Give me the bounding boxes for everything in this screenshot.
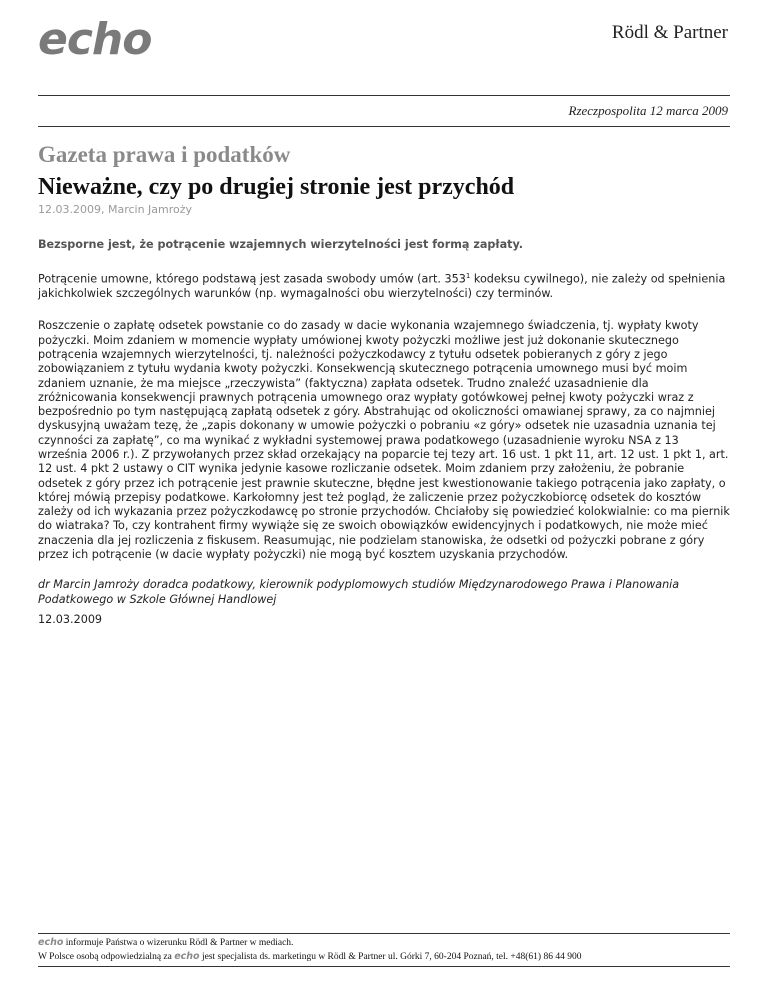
section-title: Gazeta prawa i podatków	[38, 142, 291, 167]
echo-mini-logo: echo	[38, 937, 64, 948]
footer	[38, 936, 730, 964]
article-title: Nieważne, czy po drugiej stronie jest przychód	[38, 174, 515, 200]
footer-divider	[38, 933, 730, 934]
footer-text: jest specjalista ds. marketingu w Rödl & Partner ul. Górki 7, 60-204 Poznań, tel. +48(61) 86 44 900	[199, 952, 582, 962]
brand-name: Rödl & Partner	[611, 22, 728, 43]
paragraph-text: kodeksu cywilnego), nie zależy od spełnienia jakichkolwiek szczególnych warunków (np. wymagalności obu wierzytelności) czy terminów.	[38, 272, 726, 301]
article-paragraph-1	[38, 269, 730, 301]
article	[38, 141, 730, 626]
superscript: 1	[465, 272, 471, 280]
article-date: 12.03.2009	[38, 612, 103, 626]
article-meta: 12.03.2009, Marcin Jamroży	[38, 203, 193, 216]
footer-line-1	[38, 936, 730, 950]
footer-text: W Polsce osobą odpowiedzialną za	[38, 952, 175, 962]
footer-divider-bottom	[38, 966, 730, 967]
publication-date: Rzeczpospolita 12 marca 2009	[568, 103, 728, 118]
author-bio: dr Marcin Jamroży doradca podatkowy, kierownik podyplomowych studiów Międzynarodowego Prawa i Planowania Podatkowego w Szkole Głównej Handlowej	[38, 578, 680, 606]
echo-logo: echo	[38, 14, 152, 65]
footer-text: informuje Państwa o wizerunku Rödl & Partner w mediach.	[63, 938, 294, 948]
footer-line-2	[38, 950, 730, 964]
article-lead: Bezsporne jest, że potrącenie wzajemnych wierzytelności jest formą zapłaty.	[38, 238, 523, 251]
article-paragraph-2: Roszczenie o zapłatę odsetek powstanie co do zasady w dacie wykonania wzajemnego świadczenia, tj. wypłaty kwoty pożyczki. Moim zdaniem w momencie wypłaty umówionej kwoty pożyczki możliwe jest już dokonanie skutecznego potrącenia wzajemnych wierzytelności, tj. należności pożyczkodawcy z tytułu odsetek pobieranych z góry z jego zobowiązaniem z tytułu wydania kwoty pożyczki. Konsekwencją skutecznego potrącenia umownego musi być moim zdaniem uznanie, że ma miejsce „rzeczywista” (faktyczna) zapłata odsetek. Trudno znaleźć uzasadnienie dla zróżnicowania konsekwencji prawnych potrącenia umownego oraz wypłaty gotówkowej pełnej kwoty pożyczki wraz z bezpośrednio po tym następującą zapłatą odsetek z góry. Abstrahując od okoliczności omawianej sprawy, za co najmniej dyskusyjną uważam tezę, że „zapis dokonany w umowie pożyczki o pobraniu «z góry» odsetek nie uzasadnia uznania tej czynności za zapłatę”, co ma wynikać z wykładni systemowej prawa podatkowego (uzasadnienie wyroku NSA z 13 września 2006 r.). Z przywołanych przez skład orzekający na poparcie tej tezy art. 16 ust. 1 pkt 11, art. 12 ust. 1 pkt 1, art. 12 ust. 4 pkt 2 ustawy o CIT wynika jedynie kasowe rozliczanie odsetek. Moim zdaniem przy założeniu, że pobranie odsetek z góry przez ich potrącenie jest prawnie skuteczne, błędne jest kwestionowanie takiego potrącenia jako zapłaty, o której mówią przepisy podatkowe. Karkołomny jest też pogląd, że zaliczenie przez pożyczkobiorcę odsetek do kosztów zależy od ich wykazania przez pożyczkodawcę po stronie przychodów. Chciałoby się powiedzieć kolokwialnie: co ma piernik do wiatraka? To, czy kontrahent firmy wywiąże się ze swoich obowiązków ewidencyjnych i podatkowych, nie może mieć znaczenia dla jej rozliczenia z fiskusem. Reasumując, nie podzielam stanowiska, że odsetki od pożyczki pobrane z góry przez ich potrącenie (w dacie wypłaty pożyczki) nie mogą być kosztem uzyskania przychodów.	[38, 319, 730, 562]
header-divider-bottom	[38, 126, 730, 127]
echo-mini-logo: echo	[174, 951, 200, 962]
header-divider	[38, 95, 730, 96]
paragraph-text: Potrącenie umowne, którego podstawą jest zasada swobody umów (art. 353	[38, 272, 466, 286]
